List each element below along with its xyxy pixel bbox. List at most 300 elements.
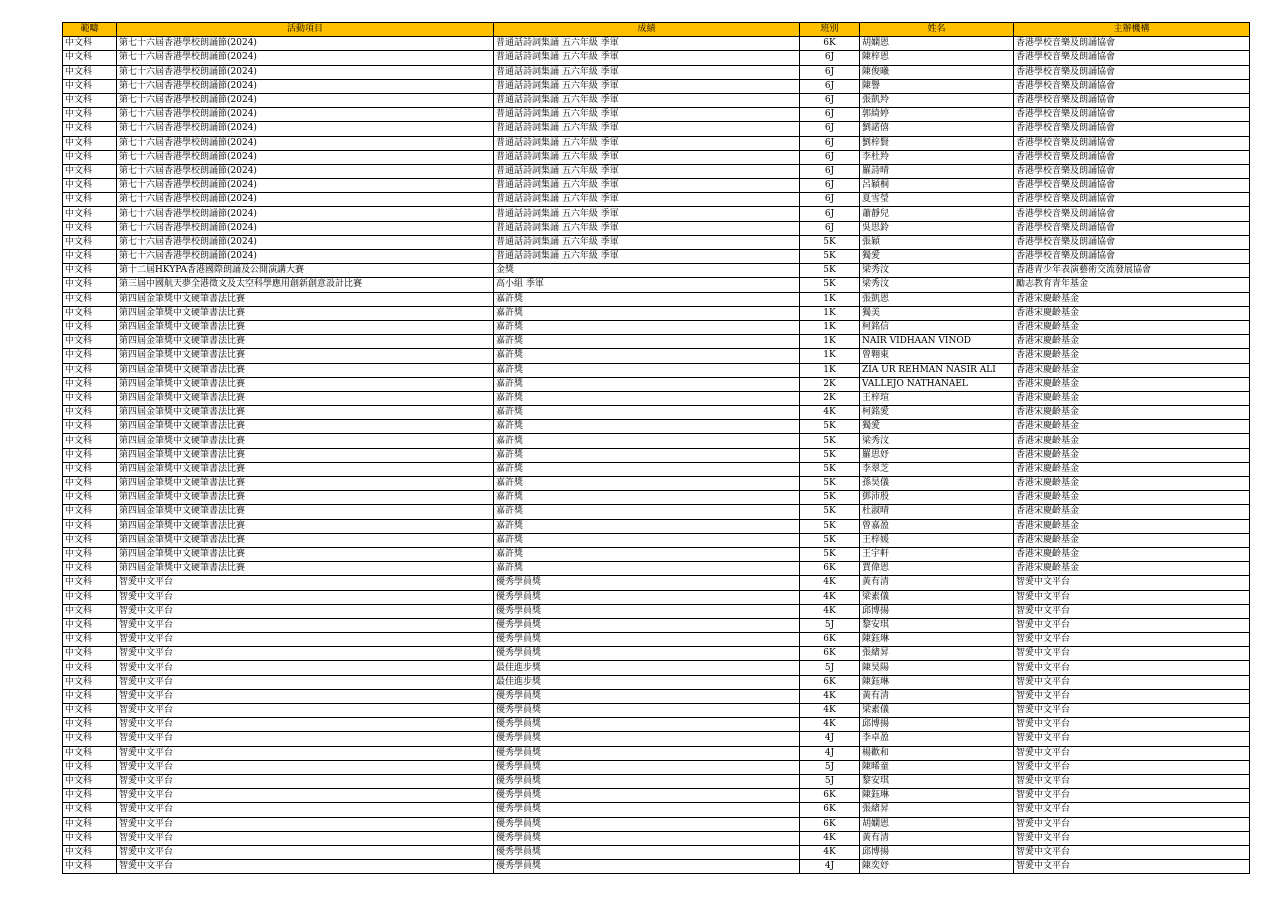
cell-result: 嘉許獎 bbox=[494, 292, 800, 306]
table-row bbox=[63, 65, 1250, 79]
cell-result: 嘉許獎 bbox=[494, 377, 800, 391]
cell-activity: 智愛中文平台 bbox=[117, 704, 494, 718]
cell-category: 中文科 bbox=[63, 278, 117, 292]
cell-name: 陳昊陽 bbox=[860, 661, 1014, 675]
cell-activity: 第七十六屆香港學校朗誦節(2024) bbox=[117, 221, 494, 235]
cell-activity: 智愛中文平台 bbox=[117, 689, 494, 703]
cell-category: 中文科 bbox=[63, 377, 117, 391]
cell-activity: 第四屆金筆獎中文硬筆書法比賽 bbox=[117, 519, 494, 533]
cell-result: 普通話詩詞集誦 五六年級 季軍 bbox=[494, 108, 800, 122]
cell-category: 中文科 bbox=[63, 79, 117, 93]
cell-result: 優秀學員獎 bbox=[494, 860, 800, 874]
cell-activity: 第四屆金筆獎中文硬筆書法比賽 bbox=[117, 320, 494, 334]
awards-table bbox=[62, 22, 1250, 874]
cell-organizer: 智愛中文平台 bbox=[1014, 746, 1250, 760]
cell-result: 優秀學員獎 bbox=[494, 618, 800, 632]
table-row bbox=[63, 576, 1250, 590]
cell-activity: 第四屆金筆獎中文硬筆書法比賽 bbox=[117, 306, 494, 320]
cell-result: 普通話詩詞集誦 五六年級 季軍 bbox=[494, 122, 800, 136]
cell-result: 優秀學員獎 bbox=[494, 647, 800, 661]
cell-result: 嘉許獎 bbox=[494, 547, 800, 561]
cell-result: 嘉許獎 bbox=[494, 363, 800, 377]
cell-class: 6J bbox=[800, 122, 860, 136]
cell-category: 中文科 bbox=[63, 860, 117, 874]
cell-name: 蕭靜兒 bbox=[860, 207, 1014, 221]
cell-activity: 智愛中文平台 bbox=[117, 860, 494, 874]
cell-organizer: 智愛中文平台 bbox=[1014, 760, 1250, 774]
cell-category: 中文科 bbox=[63, 221, 117, 235]
cell-class: 1K bbox=[800, 292, 860, 306]
cell-organizer: 香港宋慶齡基金 bbox=[1014, 448, 1250, 462]
cell-activity: 第七十六屆香港學校朗誦節(2024) bbox=[117, 65, 494, 79]
cell-category: 中文科 bbox=[63, 689, 117, 703]
table-row bbox=[63, 817, 1250, 831]
table-row bbox=[63, 590, 1250, 604]
cell-organizer: 香港宋慶齡基金 bbox=[1014, 320, 1250, 334]
cell-organizer: 香港學校音樂及朗誦協會 bbox=[1014, 51, 1250, 65]
cell-category: 中文科 bbox=[63, 604, 117, 618]
table-row bbox=[63, 618, 1250, 632]
cell-activity: 第四屆金筆獎中文硬筆書法比賽 bbox=[117, 349, 494, 363]
cell-name: 張緒昇 bbox=[860, 803, 1014, 817]
cell-class: 6J bbox=[800, 193, 860, 207]
cell-name: 李卓盈 bbox=[860, 732, 1014, 746]
table-row bbox=[63, 164, 1250, 178]
cell-category: 中文科 bbox=[63, 803, 117, 817]
cell-result: 金獎 bbox=[494, 264, 800, 278]
cell-activity: 智愛中文平台 bbox=[117, 831, 494, 845]
table-row bbox=[63, 732, 1250, 746]
cell-result: 嘉許獎 bbox=[494, 320, 800, 334]
cell-name: 張穎 bbox=[860, 235, 1014, 249]
cell-activity: 第四屆金筆獎中文硬筆書法比賽 bbox=[117, 448, 494, 462]
cell-class: 4J bbox=[800, 732, 860, 746]
cell-organizer: 智愛中文平台 bbox=[1014, 661, 1250, 675]
cell-result: 優秀學員獎 bbox=[494, 746, 800, 760]
cell-activity: 第四屆金筆獎中文硬筆書法比賽 bbox=[117, 477, 494, 491]
cell-category: 中文科 bbox=[63, 547, 117, 561]
cell-activity: 智愛中文平台 bbox=[117, 732, 494, 746]
cell-result: 普通話詩詞集誦 五六年級 季軍 bbox=[494, 79, 800, 93]
cell-organizer: 香港宋慶齡基金 bbox=[1014, 292, 1250, 306]
table-row bbox=[63, 491, 1250, 505]
cell-class: 6J bbox=[800, 150, 860, 164]
table-row bbox=[63, 462, 1250, 476]
cell-class: 6J bbox=[800, 51, 860, 65]
cell-class: 6J bbox=[800, 179, 860, 193]
table-row bbox=[63, 647, 1250, 661]
cell-activity: 第四屆金筆獎中文硬筆書法比賽 bbox=[117, 335, 494, 349]
cell-class: 5K bbox=[800, 477, 860, 491]
cell-category: 中文科 bbox=[63, 633, 117, 647]
cell-name: 賈偉恩 bbox=[860, 562, 1014, 576]
cell-name: 陳奕妤 bbox=[860, 860, 1014, 874]
cell-name: 孫昊儀 bbox=[860, 477, 1014, 491]
cell-class: 5K bbox=[800, 420, 860, 434]
cell-organizer: 智愛中文平台 bbox=[1014, 604, 1250, 618]
cell-category: 中文科 bbox=[63, 661, 117, 675]
cell-organizer: 香港宋慶齡基金 bbox=[1014, 434, 1250, 448]
cell-name: 張凱恩 bbox=[860, 292, 1014, 306]
header-activity: 活動項目 bbox=[117, 23, 494, 37]
cell-organizer: 智愛中文平台 bbox=[1014, 647, 1250, 661]
cell-class: 5J bbox=[800, 774, 860, 788]
cell-category: 中文科 bbox=[63, 108, 117, 122]
cell-class: 6J bbox=[800, 79, 860, 93]
cell-category: 中文科 bbox=[63, 505, 117, 519]
cell-name: 邱博揚 bbox=[860, 845, 1014, 859]
cell-organizer: 香港宋慶齡基金 bbox=[1014, 349, 1250, 363]
cell-class: 6J bbox=[800, 207, 860, 221]
cell-activity: 第四屆金筆獎中文硬筆書法比賽 bbox=[117, 363, 494, 377]
cell-category: 中文科 bbox=[63, 250, 117, 264]
cell-organizer: 香港學校音樂及朗誦協會 bbox=[1014, 221, 1250, 235]
cell-result: 嘉許獎 bbox=[494, 448, 800, 462]
cell-result: 優秀學員獎 bbox=[494, 689, 800, 703]
cell-organizer: 智愛中文平台 bbox=[1014, 590, 1250, 604]
cell-name: 羅思妤 bbox=[860, 448, 1014, 462]
cell-name: 陳晞童 bbox=[860, 760, 1014, 774]
cell-category: 中文科 bbox=[63, 732, 117, 746]
cell-organizer: 香港宋慶齡基金 bbox=[1014, 562, 1250, 576]
table-row bbox=[63, 391, 1250, 405]
cell-result: 優秀學員獎 bbox=[494, 590, 800, 604]
cell-category: 中文科 bbox=[63, 292, 117, 306]
cell-name: 羅詩晴 bbox=[860, 164, 1014, 178]
cell-name: 王梓媛 bbox=[860, 533, 1014, 547]
cell-class: 5J bbox=[800, 760, 860, 774]
cell-name: 王宇軒 bbox=[860, 547, 1014, 561]
cell-class: 1K bbox=[800, 349, 860, 363]
cell-result: 嘉許獎 bbox=[494, 491, 800, 505]
cell-category: 中文科 bbox=[63, 462, 117, 476]
cell-activity: 智愛中文平台 bbox=[117, 803, 494, 817]
cell-result: 嘉許獎 bbox=[494, 462, 800, 476]
table-row bbox=[63, 93, 1250, 107]
table-row bbox=[63, 406, 1250, 420]
table-header bbox=[63, 23, 1250, 37]
cell-activity: 第七十六屆香港學校朗誦節(2024) bbox=[117, 150, 494, 164]
cell-class: 4K bbox=[800, 704, 860, 718]
cell-class: 4J bbox=[800, 860, 860, 874]
cell-result: 普通話詩詞集誦 五六年級 季軍 bbox=[494, 37, 800, 51]
cell-organizer: 香港學校音樂及朗誦協會 bbox=[1014, 79, 1250, 93]
cell-activity: 智愛中文平台 bbox=[117, 774, 494, 788]
table-row bbox=[63, 349, 1250, 363]
cell-activity: 智愛中文平台 bbox=[117, 604, 494, 618]
cell-activity: 第四屆金筆獎中文硬筆書法比賽 bbox=[117, 406, 494, 420]
cell-name: 楊歡和 bbox=[860, 746, 1014, 760]
cell-category: 中文科 bbox=[63, 93, 117, 107]
cell-organizer: 香港學校音樂及朗誦協會 bbox=[1014, 93, 1250, 107]
cell-activity: 第七十六屆香港學校朗誦節(2024) bbox=[117, 164, 494, 178]
cell-result: 優秀學員獎 bbox=[494, 845, 800, 859]
table-row bbox=[63, 278, 1250, 292]
cell-category: 中文科 bbox=[63, 718, 117, 732]
table-row bbox=[63, 221, 1250, 235]
cell-result: 嘉許獎 bbox=[494, 477, 800, 491]
table-row bbox=[63, 760, 1250, 774]
table-row bbox=[63, 604, 1250, 618]
cell-class: 5K bbox=[800, 547, 860, 561]
cell-organizer: 智愛中文平台 bbox=[1014, 576, 1250, 590]
cell-result: 普通話詩詞集誦 五六年級 季軍 bbox=[494, 207, 800, 221]
cell-class: 5K bbox=[800, 264, 860, 278]
cell-category: 中文科 bbox=[63, 391, 117, 405]
cell-result: 普通話詩詞集誦 五六年級 季軍 bbox=[494, 51, 800, 65]
cell-result: 嘉許獎 bbox=[494, 406, 800, 420]
cell-name: 王梓瑄 bbox=[860, 391, 1014, 405]
cell-result: 優秀學員獎 bbox=[494, 817, 800, 831]
cell-class: 1K bbox=[800, 306, 860, 320]
cell-activity: 智愛中文平台 bbox=[117, 845, 494, 859]
cell-organizer: 智愛中文平台 bbox=[1014, 618, 1250, 632]
cell-activity: 第七十六屆香港學校朗誦節(2024) bbox=[117, 108, 494, 122]
cell-organizer: 香港宋慶齡基金 bbox=[1014, 363, 1250, 377]
cell-class: 1K bbox=[800, 335, 860, 349]
cell-organizer: 香港學校音樂及朗誦協會 bbox=[1014, 37, 1250, 51]
cell-organizer: 香港學校音樂及朗誦協會 bbox=[1014, 150, 1250, 164]
cell-organizer: 香港學校音樂及朗誦協會 bbox=[1014, 193, 1250, 207]
cell-name: 李杜羚 bbox=[860, 150, 1014, 164]
cell-category: 中文科 bbox=[63, 363, 117, 377]
cell-organizer: 智愛中文平台 bbox=[1014, 689, 1250, 703]
cell-result: 最佳進步獎 bbox=[494, 661, 800, 675]
cell-category: 中文科 bbox=[63, 264, 117, 278]
table-row bbox=[63, 108, 1250, 122]
cell-category: 中文科 bbox=[63, 774, 117, 788]
cell-class: 4K bbox=[800, 831, 860, 845]
cell-activity: 智愛中文平台 bbox=[117, 718, 494, 732]
cell-activity: 智愛中文平台 bbox=[117, 647, 494, 661]
cell-result: 嘉許獎 bbox=[494, 306, 800, 320]
cell-name: 獨愛 bbox=[860, 250, 1014, 264]
cell-category: 中文科 bbox=[63, 448, 117, 462]
table-row bbox=[63, 306, 1250, 320]
cell-name: 黎安琪 bbox=[860, 774, 1014, 788]
cell-category: 中文科 bbox=[63, 675, 117, 689]
cell-activity: 第四屆金筆獎中文硬筆書法比賽 bbox=[117, 462, 494, 476]
cell-category: 中文科 bbox=[63, 235, 117, 249]
cell-class: 5K bbox=[800, 505, 860, 519]
cell-name: 柯銘信 bbox=[860, 320, 1014, 334]
cell-name: 張緒昇 bbox=[860, 647, 1014, 661]
cell-name: 郭綺婷 bbox=[860, 108, 1014, 122]
table-row bbox=[63, 505, 1250, 519]
cell-organizer: 香港宋慶齡基金 bbox=[1014, 420, 1250, 434]
cell-organizer: 智愛中文平台 bbox=[1014, 803, 1250, 817]
cell-name: 陳鈺琳 bbox=[860, 675, 1014, 689]
cell-class: 6K bbox=[800, 633, 860, 647]
cell-class: 6J bbox=[800, 221, 860, 235]
cell-activity: 智愛中文平台 bbox=[117, 618, 494, 632]
cell-category: 中文科 bbox=[63, 533, 117, 547]
cell-class: 4K bbox=[800, 590, 860, 604]
cell-category: 中文科 bbox=[63, 845, 117, 859]
cell-result: 優秀學員獎 bbox=[494, 803, 800, 817]
header-organizer: 主辦機構 bbox=[1014, 23, 1250, 37]
table-row bbox=[63, 860, 1250, 874]
cell-result: 普通話詩詞集誦 五六年級 季軍 bbox=[494, 250, 800, 264]
cell-name: 梁素儀 bbox=[860, 704, 1014, 718]
cell-class: 4K bbox=[800, 406, 860, 420]
cell-category: 中文科 bbox=[63, 817, 117, 831]
cell-activity: 第七十六屆香港學校朗誦節(2024) bbox=[117, 136, 494, 150]
cell-organizer: 香港學校音樂及朗誦協會 bbox=[1014, 122, 1250, 136]
cell-result: 優秀學員獎 bbox=[494, 604, 800, 618]
cell-name: 黃有清 bbox=[860, 689, 1014, 703]
cell-name: 李翠芝 bbox=[860, 462, 1014, 476]
cell-category: 中文科 bbox=[63, 136, 117, 150]
cell-result: 嘉許獎 bbox=[494, 335, 800, 349]
cell-activity: 第四屆金筆獎中文硬筆書法比賽 bbox=[117, 420, 494, 434]
table-row bbox=[63, 179, 1250, 193]
cell-class: 5J bbox=[800, 661, 860, 675]
table-row bbox=[63, 831, 1250, 845]
cell-name: 獨美 bbox=[860, 306, 1014, 320]
cell-category: 中文科 bbox=[63, 65, 117, 79]
cell-activity: 第七十六屆香港學校朗誦節(2024) bbox=[117, 179, 494, 193]
cell-category: 中文科 bbox=[63, 150, 117, 164]
cell-name: 陳鈺琳 bbox=[860, 633, 1014, 647]
cell-result: 普通話詩詞集誦 五六年級 季軍 bbox=[494, 136, 800, 150]
cell-name: 吳思鈴 bbox=[860, 221, 1014, 235]
cell-result: 普通話詩詞集誦 五六年級 季軍 bbox=[494, 235, 800, 249]
header-name: 姓名 bbox=[860, 23, 1014, 37]
table-row bbox=[63, 675, 1250, 689]
cell-result: 嘉許獎 bbox=[494, 434, 800, 448]
cell-result: 優秀學員獎 bbox=[494, 789, 800, 803]
cell-result: 普通話詩詞集誦 五六年級 季軍 bbox=[494, 65, 800, 79]
cell-name: ZIA UR REHMAN NASIR ALI bbox=[860, 363, 1014, 377]
cell-activity: 第四屆金筆獎中文硬筆書法比賽 bbox=[117, 491, 494, 505]
table-row bbox=[63, 633, 1250, 647]
cell-organizer: 香港學校音樂及朗誦協會 bbox=[1014, 164, 1250, 178]
cell-activity: 智愛中文平台 bbox=[117, 675, 494, 689]
cell-category: 中文科 bbox=[63, 306, 117, 320]
header-class: 班別 bbox=[800, 23, 860, 37]
table-row bbox=[63, 661, 1250, 675]
cell-name: 柯銘愛 bbox=[860, 406, 1014, 420]
cell-activity: 智愛中文平台 bbox=[117, 661, 494, 675]
cell-name: 曾翱東 bbox=[860, 349, 1014, 363]
cell-organizer: 智愛中文平台 bbox=[1014, 633, 1250, 647]
cell-class: 6K bbox=[800, 647, 860, 661]
cell-category: 中文科 bbox=[63, 320, 117, 334]
cell-name: 曾嘉盈 bbox=[860, 519, 1014, 533]
cell-organizer: 智愛中文平台 bbox=[1014, 831, 1250, 845]
cell-category: 中文科 bbox=[63, 434, 117, 448]
table-row bbox=[63, 477, 1250, 491]
cell-class: 6K bbox=[800, 562, 860, 576]
cell-activity: 第七十六屆香港學校朗誦節(2024) bbox=[117, 37, 494, 51]
table-row bbox=[63, 547, 1250, 561]
cell-category: 中文科 bbox=[63, 51, 117, 65]
cell-category: 中文科 bbox=[63, 519, 117, 533]
cell-category: 中文科 bbox=[63, 760, 117, 774]
cell-category: 中文科 bbox=[63, 789, 117, 803]
cell-class: 6J bbox=[800, 164, 860, 178]
cell-class: 6J bbox=[800, 136, 860, 150]
cell-activity: 第三屆中國航天夢全港徵文及太空科學應用創新創意設計比賽 bbox=[117, 278, 494, 292]
cell-activity: 智愛中文平台 bbox=[117, 817, 494, 831]
cell-result: 高小組 季軍 bbox=[494, 278, 800, 292]
table-row bbox=[63, 235, 1250, 249]
cell-class: 5K bbox=[800, 519, 860, 533]
cell-name: 梁秀汶 bbox=[860, 434, 1014, 448]
cell-activity: 第七十六屆香港學校朗誦節(2024) bbox=[117, 235, 494, 249]
cell-class: 6K bbox=[800, 789, 860, 803]
table-row bbox=[63, 264, 1250, 278]
header-row bbox=[63, 23, 1250, 37]
table-row bbox=[63, 746, 1250, 760]
cell-organizer: 智愛中文平台 bbox=[1014, 675, 1250, 689]
cell-result: 優秀學員獎 bbox=[494, 704, 800, 718]
cell-activity: 第四屆金筆獎中文硬筆書法比賽 bbox=[117, 547, 494, 561]
cell-activity: 第七十六屆香港學校朗誦節(2024) bbox=[117, 250, 494, 264]
cell-name: 陳譽 bbox=[860, 79, 1014, 93]
cell-result: 嘉許獎 bbox=[494, 349, 800, 363]
table-row bbox=[63, 150, 1250, 164]
cell-category: 中文科 bbox=[63, 831, 117, 845]
cell-class: 6K bbox=[800, 817, 860, 831]
cell-category: 中文科 bbox=[63, 420, 117, 434]
table-body bbox=[63, 37, 1250, 874]
cell-result: 普通話詩詞集誦 五六年級 季軍 bbox=[494, 150, 800, 164]
cell-category: 中文科 bbox=[63, 576, 117, 590]
cell-class: 6J bbox=[800, 108, 860, 122]
cell-class: 4J bbox=[800, 746, 860, 760]
table-row bbox=[63, 789, 1250, 803]
cell-name: 夏雪瑩 bbox=[860, 193, 1014, 207]
cell-organizer: 智愛中文平台 bbox=[1014, 774, 1250, 788]
cell-organizer: 香港宋慶齡基金 bbox=[1014, 406, 1250, 420]
cell-organizer: 香港宋慶齡基金 bbox=[1014, 547, 1250, 561]
cell-result: 嘉許獎 bbox=[494, 420, 800, 434]
cell-activity: 第四屆金筆獎中文硬筆書法比賽 bbox=[117, 391, 494, 405]
cell-category: 中文科 bbox=[63, 164, 117, 178]
cell-result: 優秀學員獎 bbox=[494, 760, 800, 774]
cell-class: 5K bbox=[800, 250, 860, 264]
cell-category: 中文科 bbox=[63, 335, 117, 349]
cell-class: 5K bbox=[800, 434, 860, 448]
cell-name: 邱博揚 bbox=[860, 604, 1014, 618]
cell-class: 4K bbox=[800, 718, 860, 732]
table-row bbox=[63, 562, 1250, 576]
cell-activity: 第四屆金筆獎中文硬筆書法比賽 bbox=[117, 562, 494, 576]
table-row bbox=[63, 207, 1250, 221]
cell-name: 張凱羚 bbox=[860, 93, 1014, 107]
cell-result: 嘉許獎 bbox=[494, 519, 800, 533]
cell-activity: 第十二屆HKYPA香港國際朗誦及公開演講大賽 bbox=[117, 264, 494, 278]
cell-category: 中文科 bbox=[63, 590, 117, 604]
table-row bbox=[63, 689, 1250, 703]
cell-class: 4K bbox=[800, 604, 860, 618]
cell-activity: 第四屆金筆獎中文硬筆書法比賽 bbox=[117, 434, 494, 448]
cell-name: NAIR VIDHAAN VINOD bbox=[860, 335, 1014, 349]
cell-result: 優秀學員獎 bbox=[494, 718, 800, 732]
header-category: 範疇 bbox=[63, 23, 117, 37]
table-row bbox=[63, 377, 1250, 391]
cell-class: 6J bbox=[800, 93, 860, 107]
cell-category: 中文科 bbox=[63, 477, 117, 491]
cell-class: 6K bbox=[800, 803, 860, 817]
cell-activity: 第四屆金筆獎中文硬筆書法比賽 bbox=[117, 505, 494, 519]
cell-organizer: 智愛中文平台 bbox=[1014, 845, 1250, 859]
cell-result: 嘉許獎 bbox=[494, 533, 800, 547]
table-row bbox=[63, 136, 1250, 150]
cell-category: 中文科 bbox=[63, 193, 117, 207]
